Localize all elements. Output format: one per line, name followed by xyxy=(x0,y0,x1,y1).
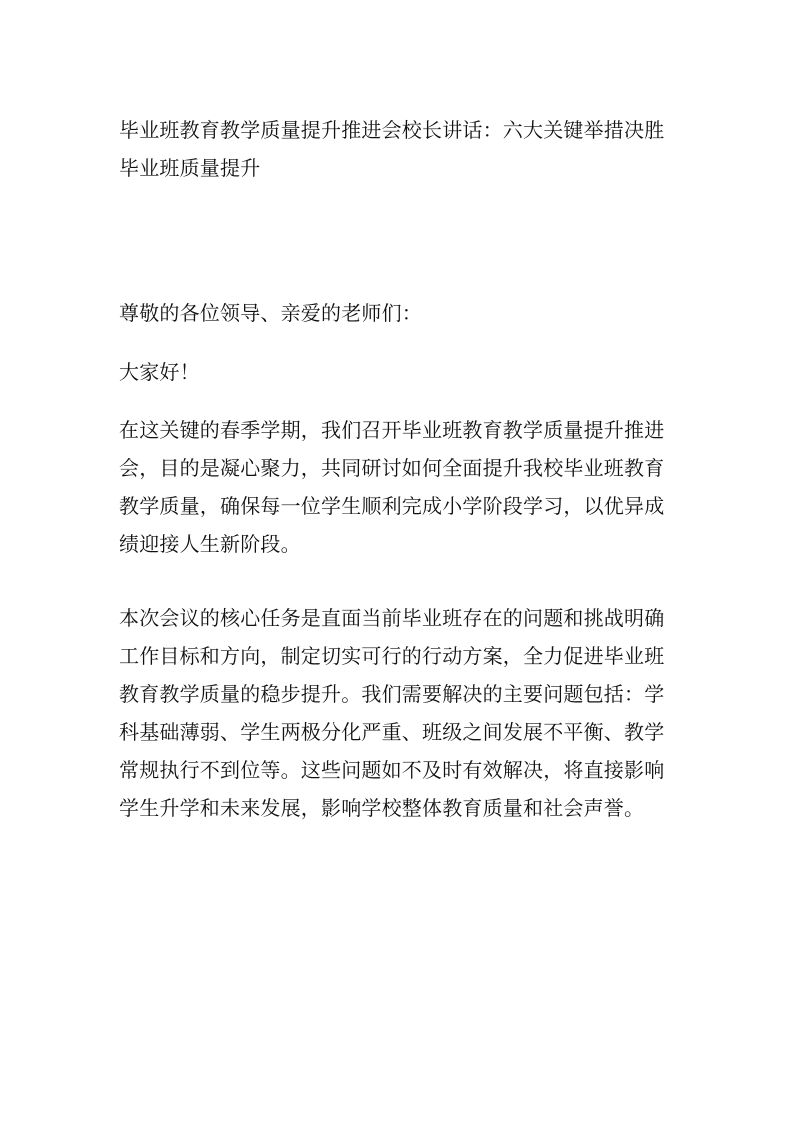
paragraph-2: 本次会议的核心任务是直面当前毕业班存在的问题和挑战明确工作目标和方向，制定切实可行的行动方案，全力促进毕业班教育教学质量的稳步提升。我们需要解决的主要问题包括：学科基础薄弱、学生两极分化严重、班级之间发展不平衡、教学常规执行不到位等。这些问题如不及时有效解决，将直接影响学生升学和未来发展，影响学校整体教育质量和社会声誉。 xyxy=(119,606,665,820)
paragraph-1: 在这关键的春季学期，我们召开毕业班教育教学质量提升推进会，目的是凝心聚力，共同研讨如何全面提升我校毕业班教育教学质量，确保每一位学生顺利完成小学阶段学习，以优异成绩迎接人生新阶段。 xyxy=(119,418,665,556)
greeting: 大家好！ xyxy=(119,360,200,384)
salutation: 尊敬的各位领导、亲爱的老师们： xyxy=(119,301,422,325)
document-body xyxy=(119,111,675,820)
document-title: 毕业班教育教学质量提升推进会校长讲话：六大关键举措决胜毕业班质量提升 xyxy=(119,118,665,180)
